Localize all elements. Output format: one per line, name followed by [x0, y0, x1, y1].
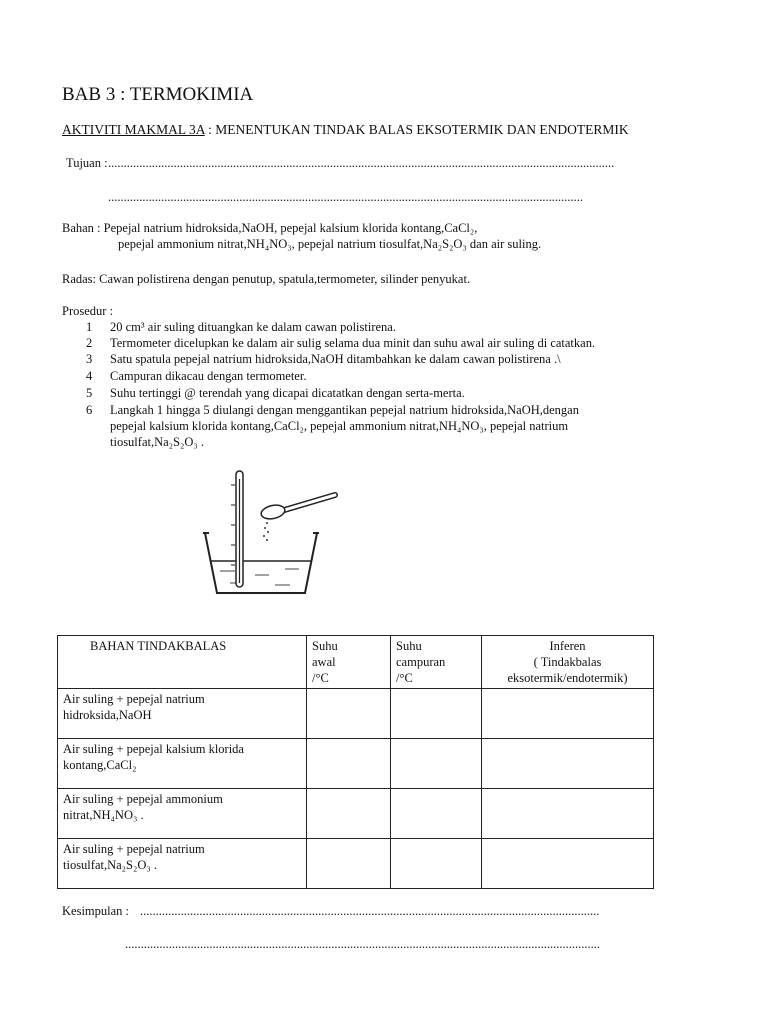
- bahan-line-2: pepejal ammonium nitrat,NH₄NO₃, pepejal natrium tiosulfat,Na₂S₂O₃ dan air suling.: [118, 237, 542, 251]
- step-text: Suhu tertinggi @ terendah yang dicapai dicatatkan dengan serta-merta.: [110, 386, 465, 400]
- cell-inferen[interactable]: [482, 839, 654, 889]
- page-title: BAB 3 : TERMOKIMIA: [62, 84, 254, 105]
- header-bahan: [58, 636, 307, 689]
- thermometer-icon: [231, 471, 243, 587]
- step-6-continuation: pepejal kalsium klorida kontang,CaCl₂, pepejal ammonium nitrat,NH₄NO₃, pepejal natrium: [110, 419, 569, 433]
- tujuan-blank-2: ........................................................................................................................................................: [108, 190, 583, 204]
- activity-title: MENENTUKAN TINDAK BALAS EKSOTERMIK DAN ENDOTERMIK: [215, 122, 629, 137]
- cell-suhu-awal[interactable]: [307, 789, 391, 839]
- activity-heading: [62, 122, 629, 138]
- step-number: 5: [86, 386, 93, 400]
- step-number: 3: [86, 352, 93, 366]
- cell-suhu-awal[interactable]: [307, 839, 391, 889]
- cell-suhu-awal[interactable]: [307, 739, 391, 789]
- cell-line: Air suling + pepejal kalsium klorida: [63, 742, 244, 756]
- step-number: 2: [86, 336, 93, 350]
- step-number: 4: [86, 369, 93, 383]
- cell-inferen[interactable]: [482, 689, 654, 739]
- header-line: Suhu: [312, 639, 338, 653]
- step-number: 1: [86, 320, 93, 334]
- cell-line: kontang,CaCl₂: [63, 758, 137, 772]
- header-bahan-label: BAHAN TINDAKBALAS: [90, 639, 227, 653]
- header-line: awal: [312, 655, 336, 669]
- table-row: [58, 789, 654, 839]
- step-text: Termometer dicelupkan ke dalam air sulig selama dua minit dan suhu awal air suling di catatkan.: [110, 336, 596, 350]
- activity-separator: :: [204, 122, 216, 137]
- cell-line: Air suling + pepejal natrium: [63, 692, 205, 706]
- cell-line: nitrat,NH₄NO₃ .: [63, 808, 144, 822]
- cell-suhu-awal[interactable]: [307, 689, 391, 739]
- step-text: Campuran dikacau dengan termometer.: [110, 369, 307, 383]
- cell-inferen[interactable]: [482, 789, 654, 839]
- header-inferen: [482, 636, 654, 689]
- table-row: [58, 739, 654, 789]
- cell-line: tiosulfat,Na₂S₂O₃ .: [63, 858, 157, 872]
- step-number: 6: [86, 403, 93, 417]
- cell-line: hidroksida,NaOH: [63, 708, 152, 722]
- header-line: /°C: [396, 671, 413, 685]
- cell-suhu-campuran[interactable]: [391, 839, 482, 889]
- step-text: Langkah 1 hingga 5 diulangi dengan menggantikan pepejal natrium hidroksida,NaOH,dengan: [110, 403, 579, 417]
- step-text: Satu spatula pepejal natrium hidroksida,NaOH ditambahkan ke dalam cawan polistirena .\: [110, 352, 561, 366]
- results-table: [57, 635, 654, 889]
- table-row: [58, 839, 654, 889]
- table-row: [58, 689, 654, 739]
- cell-suhu-campuran[interactable]: [391, 739, 482, 789]
- header-line: Inferen: [549, 639, 586, 653]
- prosedur-label: Prosedur :: [62, 304, 114, 318]
- spatula-icon: [260, 495, 335, 541]
- table-header-row: [58, 636, 654, 689]
- kesimpulan-blank-1: ...................................................................................................................................................: [140, 904, 600, 918]
- cell-bahan: [58, 789, 307, 839]
- radas-line: Radas: Cawan polistirena dengan penutup, spatula,termometer, silinder penyukat.: [62, 272, 471, 286]
- header-line: /°C: [312, 671, 329, 685]
- bahan-line-1: Bahan : Pepejal natrium hidroksida,NaOH, pepejal kalsium klorida kontang,CaCl₂,: [62, 221, 478, 235]
- header-line: Suhu: [396, 639, 422, 653]
- activity-label: AKTIVITI MAKMAL 3A: [62, 122, 205, 137]
- step-6-continuation: tiosulfat,Na₂S₂O₃ .: [110, 435, 204, 449]
- header-line: ( Tindakbalas: [533, 655, 602, 669]
- kesimpulan-blank-2: ........................................................................................................................................................: [125, 937, 600, 951]
- cell-bahan: [58, 689, 307, 739]
- tujuan-blank-1: ..................................................................................................................................................................: [108, 156, 615, 170]
- cell-suhu-campuran[interactable]: [391, 689, 482, 739]
- apparatus-illustration: [195, 465, 365, 600]
- header-suhu-awal: [307, 636, 391, 689]
- cell-bahan: [58, 739, 307, 789]
- kesimpulan-label: Kesimpulan :: [62, 904, 130, 918]
- header-suhu-campuran: [391, 636, 482, 689]
- step-text: 20 cm³ air suling dituangkan ke dalam cawan polistirena.: [110, 320, 396, 334]
- header-line: eksotermik/endotermik): [507, 671, 628, 685]
- cell-suhu-campuran[interactable]: [391, 789, 482, 839]
- cell-bahan: [58, 839, 307, 889]
- cell-line: Air suling + pepejal natrium: [63, 842, 205, 856]
- tujuan-label: Tujuan :: [66, 156, 108, 170]
- cell-line: Air suling + pepejal ammonium: [63, 792, 223, 806]
- cell-inferen[interactable]: [482, 739, 654, 789]
- polystyrene-cup-icon: [203, 533, 319, 593]
- header-line: campuran: [396, 655, 446, 669]
